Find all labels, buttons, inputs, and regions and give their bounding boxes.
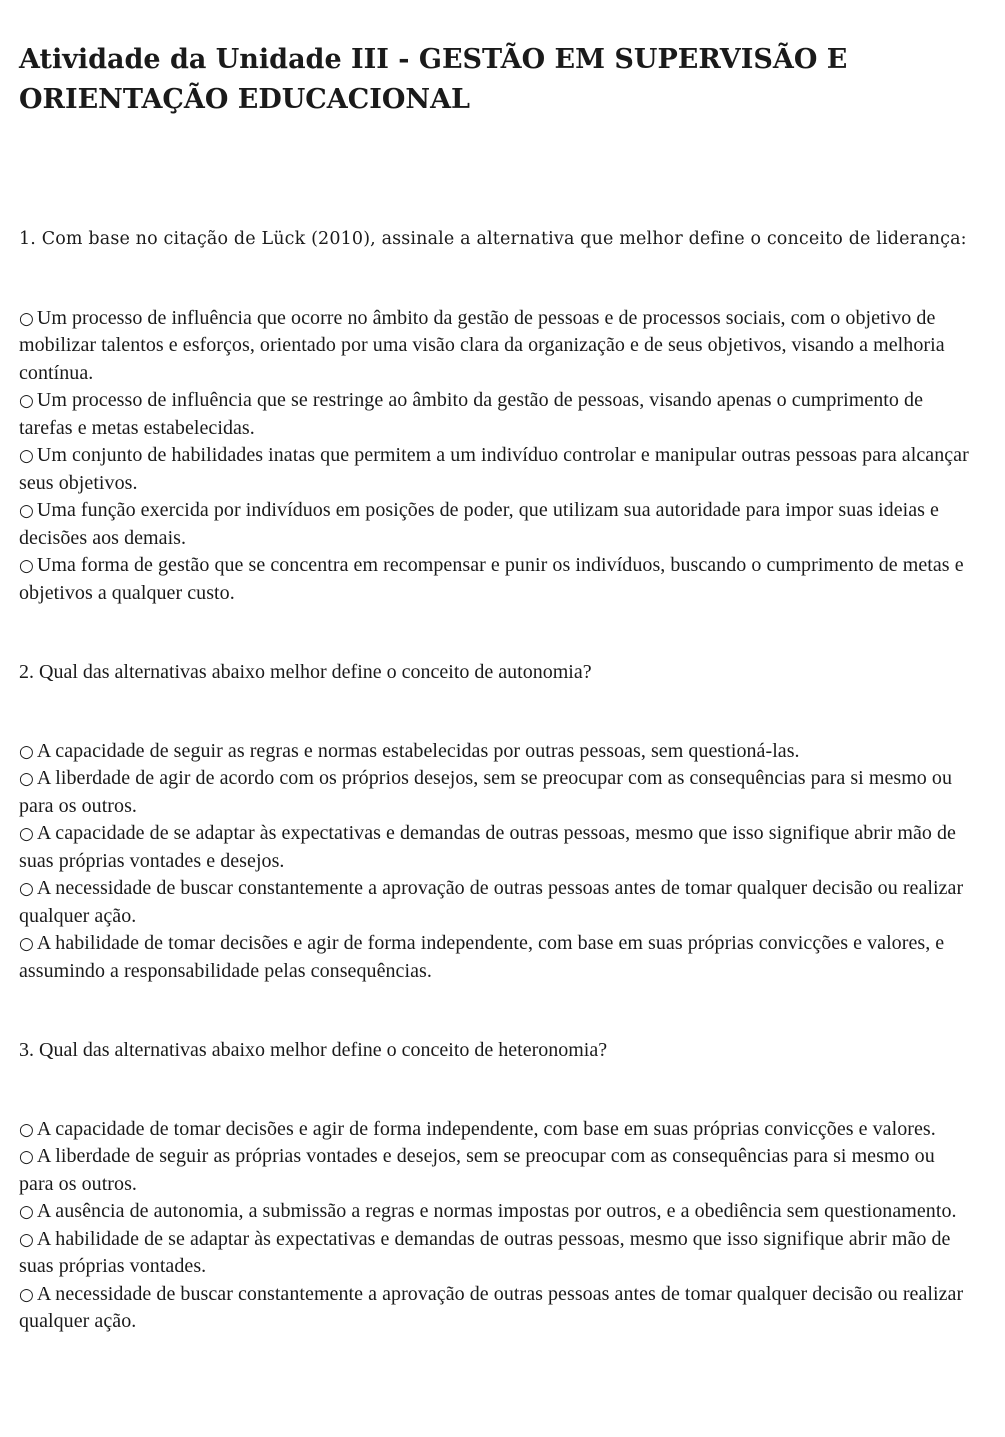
question-2-option-a[interactable] <box>19 738 969 766</box>
option-text: A liberdade de seguir as próprias vontades e desejos, sem se preocupar com as consequências para si mesmo ou para os outros. <box>19 1145 935 1195</box>
option-text: Um conjunto de habilidades inatas que permitem a um indivíduo controlar e manipular outras pessoas para alcançar seus objetivos. <box>19 444 969 494</box>
question-1-stem: 1. Com base no citação de Lück (2010), assinale a alternativa que melhor define o conceito de liderança: <box>19 229 967 249</box>
question-3-option-c[interactable] <box>19 1198 969 1226</box>
option-text: A liberdade de agir de acordo com os próprios desejos, sem se preocupar com as consequências para si mesmo ou para os outros. <box>19 767 953 817</box>
option-text: A capacidade de se adaptar às expectativas e demandas de outras pessoas, mesmo que isso signifique abrir mão de suas próprias vontades e desejos. <box>19 822 956 872</box>
question-2 <box>19 659 969 985</box>
question-2-option-d[interactable] <box>19 875 969 930</box>
question-2-stem: 2. Qual das alternativas abaixo melhor define o conceito de autonomia? <box>19 661 592 683</box>
question-1-option-a[interactable] <box>19 305 969 388</box>
radio-icon[interactable]: ○ <box>19 308 34 329</box>
question-1-option-d[interactable] <box>19 497 969 552</box>
question-3-option-b[interactable] <box>19 1143 969 1198</box>
question-2-options <box>19 738 969 986</box>
radio-icon[interactable]: ○ <box>19 741 34 762</box>
question-1-option-b[interactable] <box>19 387 969 442</box>
radio-icon[interactable]: ○ <box>19 446 34 466</box>
option-text: Uma função exercida por indivíduos em posições de poder, que utilizam sua autoridade para impor suas ideias e decisões aos demais. <box>19 499 939 549</box>
question-1-option-c[interactable] <box>19 442 969 497</box>
radio-icon[interactable]: ○ <box>19 1119 34 1140</box>
option-text: A ausência de autonomia, a submissão a regras e normas impostas por outros, e a obediência sem questionamento. <box>36 1200 957 1222</box>
radio-icon[interactable]: ○ <box>19 1147 34 1167</box>
option-text: A necessidade de buscar constantemente a aprovação de outras pessoas antes de tomar qualquer decisão ou realizar qualquer ação. <box>19 877 964 927</box>
radio-icon[interactable]: ○ <box>19 934 34 954</box>
question-3-option-e[interactable] <box>19 1281 969 1336</box>
radio-icon[interactable]: ○ <box>19 879 34 899</box>
option-text: Um processo de influência que se restringe ao âmbito da gestão de pessoas, visando apenas o cumprimento de tarefas e metas estabelecidas. <box>19 389 923 439</box>
option-text: A capacidade de seguir as regras e normas estabelecidas por outras pessoas, sem questioná-las. <box>36 739 800 762</box>
option-text: A habilidade de se adaptar às expectativas e demandas de outras pessoas, mesmo que isso signifique abrir mão de suas próprias vontades. <box>19 1227 951 1277</box>
page-title: Atividade da Unidade III - GESTÃO EM SUPERVISÃO E ORIENTAÇÃO EDUCACIONAL <box>19 44 848 115</box>
option-text: A necessidade de buscar constantemente a aprovação de outras pessoas antes de tomar qualquer decisão ou realizar qualquer ação. <box>19 1282 964 1332</box>
question-2-option-c[interactable] <box>19 820 969 875</box>
radio-icon[interactable]: ○ <box>19 769 34 789</box>
radio-icon[interactable]: ○ <box>19 556 34 576</box>
radio-icon[interactable]: ○ <box>19 1229 34 1250</box>
question-3-options <box>19 1116 969 1336</box>
question-1-options <box>19 305 969 608</box>
radio-icon[interactable]: ○ <box>19 1284 34 1305</box>
radio-icon[interactable]: ○ <box>19 1202 34 1222</box>
option-text: A habilidade de tomar decisões e agir de forma independente, com base em suas próprias convicções e valores, e assumindo a responsabilidade pelas consequências. <box>19 932 945 982</box>
option-text: Uma forma de gestão que se concentra em recompensar e punir os indivíduos, buscando o cumprimento de metas e objetivos a qualquer custo. <box>19 554 964 604</box>
question-3 <box>19 1037 969 1336</box>
radio-icon[interactable]: ○ <box>19 501 34 521</box>
question-3-stem: 3. Qual das alternativas abaixo melhor define o conceito de heteronomia? <box>19 1039 608 1061</box>
option-text: Um processo de influência que ocorre no âmbito da gestão de pessoas e de processos sociais, com o objetivo de mobilizar talentos e esforços, orientado por uma visão clara da organização e de seus objetivos, visando a melhoria contínua. <box>19 306 945 384</box>
question-3-option-d[interactable] <box>19 1226 969 1281</box>
radio-icon[interactable]: ○ <box>19 824 34 844</box>
question-1-option-e[interactable] <box>19 552 969 607</box>
radio-icon[interactable]: ○ <box>19 391 34 411</box>
question-3-option-a[interactable] <box>19 1116 969 1144</box>
quiz-page <box>19 40 969 1336</box>
question-2-option-e[interactable] <box>19 930 969 985</box>
question-2-option-b[interactable] <box>19 765 969 820</box>
option-text: A capacidade de tomar decisões e agir de forma independente, com base em suas próprias convicções e valores. <box>36 1117 936 1140</box>
question-1 <box>19 226 969 607</box>
